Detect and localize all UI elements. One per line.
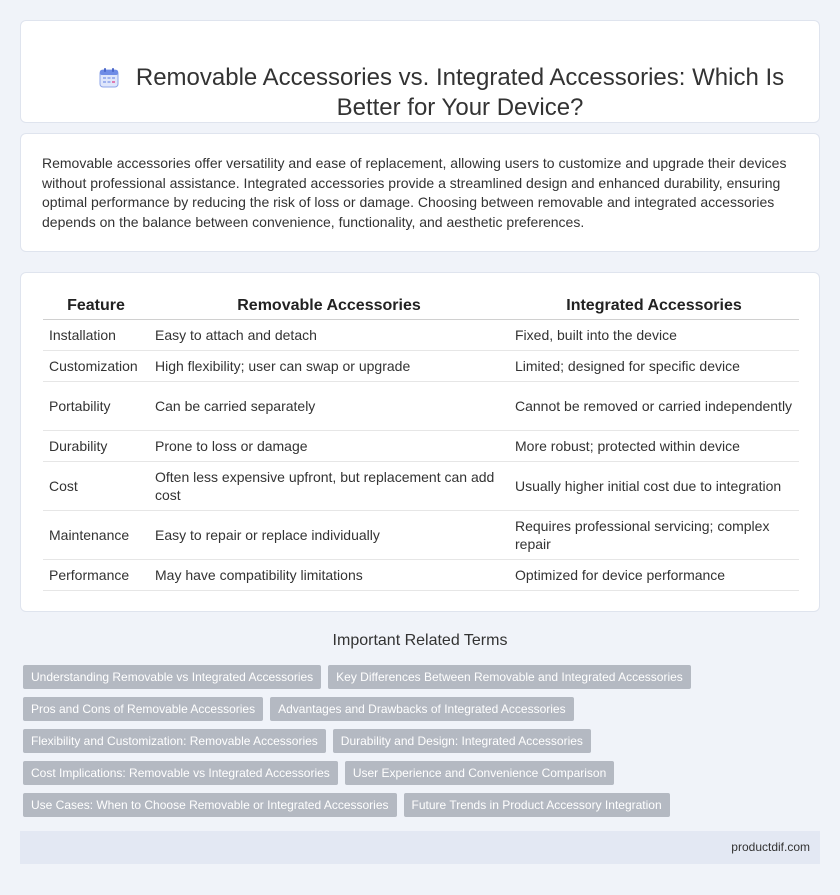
feature-cell: Installation <box>43 319 149 350</box>
table-header-row <box>43 293 799 319</box>
header-feature: Feature <box>43 293 149 319</box>
related-term-tag[interactable]: Future Trends in Product Accessory Integration <box>404 793 670 817</box>
related-term-tag[interactable]: User Experience and Convenience Comparison <box>345 761 614 785</box>
header-integrated: Integrated Accessories <box>509 293 799 319</box>
related-term-tag[interactable]: Flexibility and Customization: Removable Accessories <box>23 729 326 753</box>
footer-site-link[interactable]: productdif.com <box>731 840 810 854</box>
feature-cell: Customization <box>43 350 149 381</box>
removable-cell: Easy to repair or replace individually <box>149 510 509 559</box>
removable-cell: High flexibility; user can swap or upgrade <box>149 350 509 381</box>
table-row <box>43 430 799 461</box>
integrated-cell: Cannot be removed or carried independently <box>509 381 799 430</box>
calendar-icon <box>98 67 120 89</box>
page-title: Removable Accessories vs. Integrated Accessories: Which Is Better for Your Device? <box>135 64 785 121</box>
table-row <box>43 461 799 510</box>
integrated-cell: Usually higher initial cost due to integration <box>509 461 799 510</box>
integrated-cell: Fixed, built into the device <box>509 319 799 350</box>
related-term-tag[interactable]: Understanding Removable vs Integrated Accessories <box>23 665 321 689</box>
feature-cell: Durability <box>43 430 149 461</box>
footer <box>20 831 820 864</box>
related-term-tag[interactable]: Advantages and Drawbacks of Integrated Accessories <box>270 697 574 721</box>
removable-cell: Can be carried separately <box>149 381 509 430</box>
intro-card <box>20 133 820 252</box>
comparison-table-card <box>20 272 820 612</box>
feature-cell: Performance <box>43 559 149 590</box>
comparison-table <box>43 293 799 591</box>
tag-row <box>23 761 614 785</box>
table-row <box>43 381 799 430</box>
related-term-tag[interactable]: Cost Implications: Removable vs Integrated Accessories <box>23 761 338 785</box>
related-term-tag[interactable]: Use Cases: When to Choose Removable or Integrated Accessories <box>23 793 397 817</box>
integrated-cell: More robust; protected within device <box>509 430 799 461</box>
related-term-tag[interactable]: Key Differences Between Removable and Integrated Accessories <box>328 665 691 689</box>
tag-row <box>23 665 691 689</box>
related-term-tag[interactable]: Durability and Design: Integrated Accessories <box>333 729 591 753</box>
title-card <box>20 20 820 123</box>
feature-cell: Cost <box>43 461 149 510</box>
related-terms-title: Important Related Terms <box>332 632 508 649</box>
tag-row <box>23 729 591 753</box>
tag-row <box>23 793 670 817</box>
related-term-tag[interactable]: Pros and Cons of Removable Accessories <box>23 697 263 721</box>
table-row <box>43 559 799 590</box>
table-row <box>43 350 799 381</box>
feature-cell: Portability <box>43 381 149 430</box>
integrated-cell: Requires professional servicing; complex repair <box>509 510 799 559</box>
tag-row <box>23 697 574 721</box>
integrated-cell: Limited; designed for specific device <box>509 350 799 381</box>
removable-cell: Easy to attach and detach <box>149 319 509 350</box>
removable-cell: May have compatibility limitations <box>149 559 509 590</box>
removable-cell: Often less expensive upfront, but replacement can add cost <box>149 461 509 510</box>
removable-cell: Prone to loss or damage <box>149 430 509 461</box>
intro-paragraph: Removable accessories offer versatility and ease of replacement, allowing users to customize and upgrade their devices without professional assistance. Integrated accessories provide a streamlined design and enhanced durability, ensuring optimal performance by reducing the risk of loss or damage. Choosing between removable and integrated accessories depends on the balance between convenience, functionality, and aesthetic preferences. <box>42 155 787 230</box>
table-row <box>43 510 799 559</box>
feature-cell: Maintenance <box>43 510 149 559</box>
integrated-cell: Optimized for device performance <box>509 559 799 590</box>
table-row <box>43 319 799 350</box>
header-removable: Removable Accessories <box>149 293 509 319</box>
